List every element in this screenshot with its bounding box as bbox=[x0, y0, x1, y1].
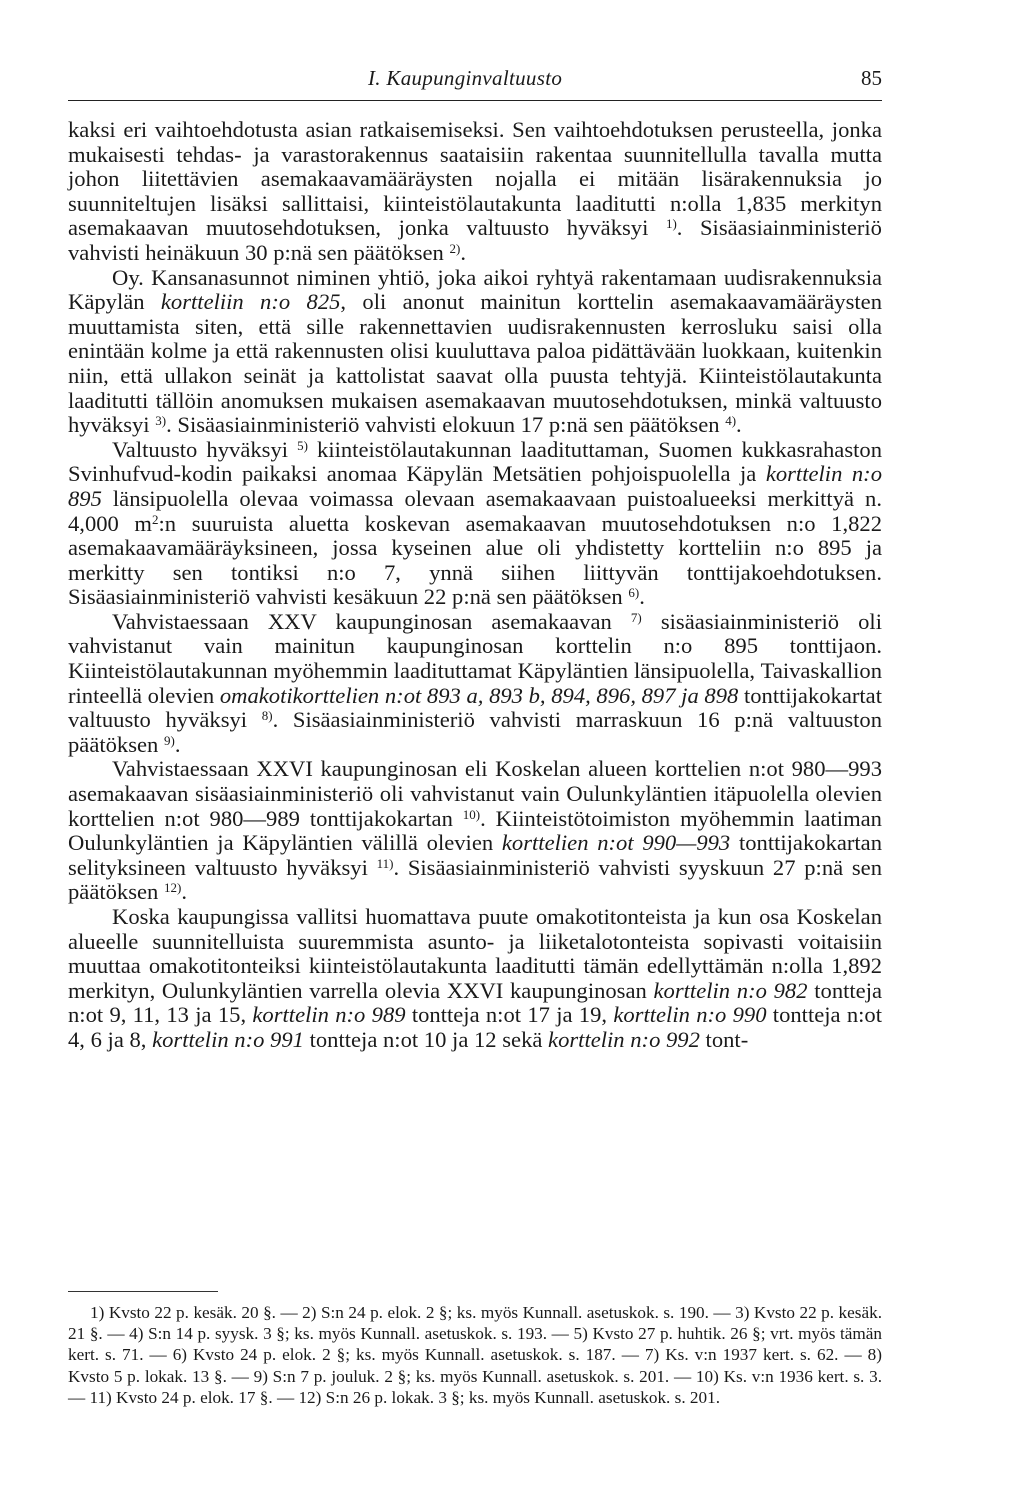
footnote-rule bbox=[68, 1291, 218, 1292]
text-run: Vahvistaessaan XXVI kaupunginosan eli Koskelan alueen korttelien n:ot 980—993 asemakaavan sisäasiainministeriö oli vahvistanut vain Oulunkyläntien itäpuolella olevien korttelien n:ot 980—989 tonttijakokartan bbox=[68, 756, 882, 831]
italic-text: korttelin n:o 989 bbox=[252, 1002, 406, 1028]
footnote-ref: 8) bbox=[261, 708, 273, 724]
text-run: , oli anonut mainitun korttelin asemakaavamääräysten muuttamista siten, että sille rakennettavien uudisrakennusten kerrosluku saisi olla enintään kolme ja että rakennusten olisi kuuluttava paloa pidättävään luokkaan, kuitenkin niin, että ullakon seinät ja kattolistat saavat olla puusta tehtyjä. Kiinteistölautakunta laaditutti tällöin anomuksen mukaisen asemakaavan muutosehdotuksen, minkä valtuusto hyväksyi bbox=[68, 289, 882, 438]
text-run: . bbox=[736, 412, 742, 438]
footnote: 12) S:n 26 p. lokak. 3 §; ks. myös Kunnall. asetuskok. s. 201. bbox=[298, 1387, 721, 1407]
text-run: . bbox=[174, 731, 181, 757]
footnote-ref: 5) bbox=[297, 437, 308, 453]
text-run: kiinteistölautakunnan laadituttaman, Suomen kukkasrahaston Svinhufvud-kodin paikaksi anomaa Käpylän Metsätien pohjoispuolella ja bbox=[68, 436, 882, 487]
footnote-ref: 3) bbox=[155, 413, 167, 429]
footnote-ref: 4) bbox=[725, 413, 737, 429]
text-run: Vahvistaessaan XXV kaupunginosan asemakaavan bbox=[112, 608, 631, 634]
paragraph bbox=[68, 610, 882, 758]
italic-text: omakotikorttelien n:ot 893 a, 893 b, 894, 896, 897 ja 898 bbox=[219, 682, 739, 708]
italic-text: korttelin n:o 990 bbox=[613, 1002, 767, 1028]
text-run: kaksi eri vaihtoehdotusta asian ratkaisemiseksi. Sen vaihtoehdotuksen perusteella, jonka mukaisesti tehdas- ja varastorakennus saataisiin rakentaa suunnitellulla tavalla mutta johon liitettävien asemakaavamääräysten nojalla ei mitään lisärakennuksia jo suunniteltujen lisäksi sallittaisi, kiinteistölautakunta laaditutti n:olla 1,835 merkityn asemakaavan muutosehdotuksen, jonka valtuusto hyväksyi bbox=[68, 117, 882, 241]
italic-text: korttelin n:o 992 bbox=[548, 1026, 700, 1052]
text-run: tonttijakokartan selityksineen valtuusto hyväksyi bbox=[68, 830, 883, 880]
footnote-ref: 1) bbox=[665, 216, 677, 232]
paragraph bbox=[68, 438, 882, 610]
text-run: Koska kaupungissa vallitsi huomattava puute omakotitonteista ja kun osa Koskelan alueelle suunnitelluista suuremmista asunto- ja liiketalotonteista sopivasti voitaisiin muuttaa omakotitonteiksi kiinteistölautakunta laaditutti tämän edellyttämän n:olla 1,892 merkityn, Oulunkyläntien varrella olevia XXVI kaupunginosan bbox=[68, 904, 882, 1003]
italic-text: korttelien n:ot 990—993 bbox=[501, 830, 731, 856]
italic-text: korttelin n:o 895 bbox=[68, 461, 882, 511]
paragraph bbox=[68, 118, 882, 266]
footnote-ref: 7) bbox=[630, 609, 642, 625]
italic-text: korttelin n:o 991 bbox=[152, 1026, 304, 1052]
paragraph bbox=[68, 266, 882, 438]
text-run: . Sisäasiainministeriö vahvisti heinäkuun 30 p:nä sen päätöksen bbox=[68, 215, 882, 265]
footnote: 11) Kvsto 24 p. elok. 17 §. — bbox=[89, 1387, 299, 1407]
footnote: 4) S:n 14 p. syysk. 3 §; ks. myös Kunnall. asetuskok. s. 193. — bbox=[129, 1324, 574, 1344]
text-run: länsipuolella olevaa voimassa olevaan asemakaavaan puistoalueeksi merkittyä n. 4,000 m bbox=[68, 485, 882, 536]
footnote: 1) Kvsto 22 p. kesäk. 20 §. — bbox=[90, 1303, 303, 1322]
footnote: 3) Kvsto 22 p. kesäk. 21 §. — bbox=[68, 1303, 882, 1344]
text-run: . Sisäasiainministeriö vahvisti elokuun 17 p:nä sen päätöksen bbox=[166, 412, 726, 438]
text-run: . bbox=[460, 239, 467, 265]
footnote: 10) Ks. v:n 1936 kert. s. 3. — bbox=[68, 1366, 882, 1407]
text-run: Valtuusto hyväksyi bbox=[112, 436, 298, 462]
italic-text: korttelin n:o 982 bbox=[653, 977, 808, 1003]
footnote: 6) Kvsto 24 p. elok. 2 §; ks. myös Kunnall. asetuskok. s. 187. — bbox=[172, 1345, 645, 1365]
text-run: . Sisäasiainministeriö vahvisti marraskuun 16 p:nä valtuuston päätöksen bbox=[68, 707, 882, 757]
text-run: . bbox=[181, 879, 187, 905]
text-run: tont- bbox=[699, 1026, 749, 1052]
chapter-title: I. Kaupunginvaltuusto bbox=[368, 66, 563, 90]
paragraph bbox=[68, 757, 882, 905]
footnote: 5) Kvsto 27 p. huhtik. 26 §; vrt. myös tämän kert. s. 71. — bbox=[68, 1324, 883, 1365]
footnote: 8) Kvsto 5 p. lokak. 13 §. — bbox=[68, 1345, 882, 1386]
footnote: 2) S:n 24 p. elok. 2 §; ks. myös Kunnall. asetuskok. s. 190. — bbox=[302, 1303, 736, 1322]
text-run: tontteja n:ot 4, 6 ja 8, bbox=[68, 1002, 883, 1052]
footnote: 9) S:n 7 p. jouluk. 2 §; ks. myös Kunnall. asetuskok. s. 201. — bbox=[253, 1366, 696, 1386]
footnote-ref: 12) bbox=[164, 880, 182, 896]
footnote: 7) Ks. v:n 1937 kert. s. 62. — bbox=[644, 1345, 868, 1365]
body-text bbox=[68, 118, 882, 1053]
text-run: :n suuruista aluetta koskevan asemakaavan muutosehdotuksen n:o 1,822 asemakaavamääräyksineen, jossa kyseinen alue oli yhdistetty kortteliin n:o 895 ja merkitty sen tontiksi n:o 7, ynnä siihen liittyvän tonttijakoehdotuksen. Sisäasiainministeriö vahvisti kesäkuun 22 p:nä sen päätöksen bbox=[68, 510, 882, 610]
footnote-ref: 2) bbox=[449, 240, 461, 256]
text-run: tontteja n:ot 17 ja 19, bbox=[405, 1002, 614, 1028]
footnote-ref: 11) bbox=[376, 855, 394, 871]
italic-text: kortteliin n:o 825 bbox=[160, 289, 341, 315]
footnote-ref: 9) bbox=[164, 732, 175, 748]
text-run: tonttijakokartat valtuusto hyväksyi bbox=[68, 682, 882, 733]
running-header bbox=[68, 66, 882, 101]
footnote-ref: 2 bbox=[152, 511, 159, 527]
text-run: Oy. Kansanasunnot niminen yhtiö, joka aikoi ryhtyä rakentamaan uudisrakennuksia Käpylän bbox=[68, 264, 882, 315]
text-run: . Sisäasiainministeriö vahvisti syyskuun 27 p:nä sen päätöksen bbox=[68, 854, 882, 905]
text-run: tontteja n:ot 9, 11, 13 ja 15, bbox=[68, 977, 883, 1028]
text-run: . bbox=[639, 584, 645, 610]
paragraph bbox=[68, 905, 882, 1053]
footnotes bbox=[68, 1302, 882, 1408]
footnote-ref: 6) bbox=[628, 585, 640, 601]
text-run: tontteja n:ot 10 ja 12 sekä bbox=[303, 1026, 549, 1052]
footnote-ref: 10) bbox=[462, 806, 481, 822]
text-run: sisäasiainministeriö oli vahvistanut vain mainitun kaupunginosan korttelin n:o 895 tonttijaon. Kiinteistölautakunnan myöhemmin laadituttamat Käpyläntien länsipuolella, Taivaskallion rinteellä olevien bbox=[68, 608, 882, 708]
page-number: 85 bbox=[861, 66, 882, 90]
text-run: . Kiinteistötoimiston myöhemmin laatiman Oulunkyläntien ja Käpyläntien välillä olevien bbox=[68, 805, 882, 856]
